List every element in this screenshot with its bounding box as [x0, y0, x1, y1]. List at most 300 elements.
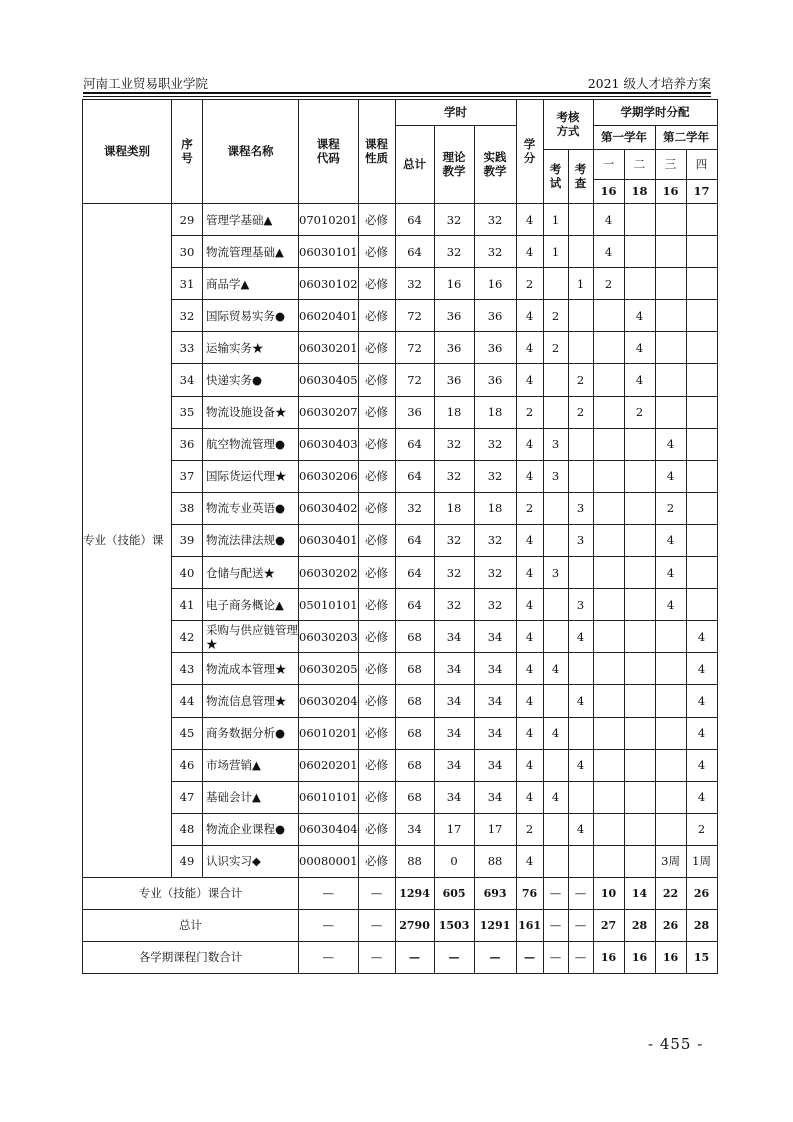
cell-credit: 4: [516, 460, 543, 492]
cell-s2: [624, 685, 655, 717]
cell-theory: 16: [434, 268, 474, 300]
cell-s2: [624, 717, 655, 749]
cell-check: [568, 332, 593, 364]
header-rule-thin: [83, 96, 711, 97]
cell-total: 68: [395, 621, 434, 653]
cell-s1: [593, 300, 624, 332]
cell-check: [568, 204, 593, 236]
cell-theory: 34: [434, 717, 474, 749]
cell-theory: 32: [434, 236, 474, 268]
cell-theory: 32: [434, 460, 474, 492]
cell-practice: 32: [474, 428, 516, 460]
cell-s3: [655, 268, 686, 300]
cell-s1: [593, 332, 624, 364]
cell-exam: 3: [543, 428, 568, 460]
h-code: 课程代码: [299, 100, 359, 204]
cell-nature: 必修: [358, 845, 395, 877]
cell-total: 64: [395, 460, 434, 492]
cell-nature: 必修: [358, 813, 395, 845]
summary-s4: 26: [686, 877, 717, 909]
table-row: [83, 717, 718, 749]
summary-s2: 28: [624, 909, 655, 941]
cell-s3: 4: [655, 428, 686, 460]
cell-credit: 4: [516, 236, 543, 268]
cell-code: 07010201: [299, 204, 359, 236]
summary-practice: —: [474, 941, 516, 973]
cell-code: 00080001: [299, 845, 359, 877]
cell-code: 06030202: [299, 557, 359, 589]
summary-nature: —: [358, 877, 395, 909]
summary-practice: 693: [474, 877, 516, 909]
cell-seq: 31: [172, 268, 203, 300]
cell-total: 32: [395, 492, 434, 524]
summary-nature: —: [358, 909, 395, 941]
cell-name: 物流成本管理★: [203, 653, 299, 685]
cell-total: 68: [395, 749, 434, 781]
cell-nature: 必修: [358, 589, 395, 621]
cell-total: 64: [395, 557, 434, 589]
cell-s2: [624, 749, 655, 781]
table-row: [83, 268, 718, 300]
cell-total: 34: [395, 813, 434, 845]
cell-seq: 39: [172, 524, 203, 556]
h-total: 总计: [395, 126, 434, 204]
cell-check: 3: [568, 589, 593, 621]
cell-s2: [624, 653, 655, 685]
cell-total: 64: [395, 204, 434, 236]
cell-credit: 4: [516, 332, 543, 364]
cell-total: 72: [395, 364, 434, 396]
cell-s1: [593, 396, 624, 428]
table-row: [83, 524, 718, 556]
cell-total: 72: [395, 300, 434, 332]
cell-check: [568, 845, 593, 877]
cell-credit: 4: [516, 717, 543, 749]
cell-theory: 18: [434, 492, 474, 524]
cell-s3: 4: [655, 460, 686, 492]
cell-s3: 4: [655, 524, 686, 556]
cell-exam: [543, 813, 568, 845]
cell-exam: 1: [543, 204, 568, 236]
summary-s2: 16: [624, 941, 655, 973]
cell-s2: [624, 621, 655, 653]
cell-nature: 必修: [358, 236, 395, 268]
summary-total: 1294: [395, 877, 434, 909]
cell-seq: 35: [172, 396, 203, 428]
cell-nature: 必修: [358, 524, 395, 556]
cell-name: 物流管理基础▲: [203, 236, 299, 268]
summary-row: [83, 877, 718, 909]
cell-check: 4: [568, 813, 593, 845]
summary-s1: 27: [593, 909, 624, 941]
cell-nature: 必修: [358, 396, 395, 428]
h-year2: 第二学年: [655, 126, 717, 150]
table-row: [83, 492, 718, 524]
h-nature: 课程性质: [358, 100, 395, 204]
course-table: [82, 99, 718, 974]
summary-exam: —: [543, 909, 568, 941]
cell-theory: 32: [434, 589, 474, 621]
cell-s3: [655, 685, 686, 717]
cell-s1: 2: [593, 268, 624, 300]
cell-nature: 必修: [358, 428, 395, 460]
page-header: [83, 72, 711, 92]
cell-seq: 49: [172, 845, 203, 877]
cell-name: 国际货运代理★: [203, 460, 299, 492]
cell-exam: [543, 524, 568, 556]
table-row: [83, 332, 718, 364]
h-weeks-1: 16: [593, 180, 624, 204]
cell-theory: 34: [434, 685, 474, 717]
cell-nature: 必修: [358, 621, 395, 653]
cell-total: 64: [395, 428, 434, 460]
h-check: 考查: [568, 150, 593, 204]
cell-practice: 88: [474, 845, 516, 877]
cell-practice: 18: [474, 492, 516, 524]
cell-practice: 34: [474, 685, 516, 717]
cell-s4: [686, 589, 717, 621]
cell-nature: 必修: [358, 332, 395, 364]
cell-practice: 36: [474, 364, 516, 396]
cell-s1: [593, 492, 624, 524]
cell-code: 06030205: [299, 653, 359, 685]
cell-seq: 47: [172, 781, 203, 813]
cell-s4: 1周: [686, 845, 717, 877]
cell-s3: [655, 621, 686, 653]
cell-s1: 4: [593, 236, 624, 268]
cell-credit: 4: [516, 589, 543, 621]
cell-total: 68: [395, 653, 434, 685]
cell-seq: 36: [172, 428, 203, 460]
cell-exam: [543, 492, 568, 524]
cell-check: 2: [568, 364, 593, 396]
cell-name: 物流法律法规●: [203, 524, 299, 556]
summary-row: [83, 909, 718, 941]
cell-seq: 37: [172, 460, 203, 492]
table-row: [83, 653, 718, 685]
cell-practice: 32: [474, 589, 516, 621]
cell-s3: [655, 300, 686, 332]
summary-s1: 10: [593, 877, 624, 909]
cell-s1: [593, 460, 624, 492]
cell-exam: [543, 268, 568, 300]
cell-exam: 4: [543, 717, 568, 749]
cell-name: 物流专业英语●: [203, 492, 299, 524]
h-sem-2: 二: [624, 150, 655, 180]
table-row: [83, 845, 718, 877]
summary-label: 总计: [83, 909, 299, 941]
summary-label: 各学期课程门数合计: [83, 941, 299, 973]
cell-s2: [624, 781, 655, 813]
h-credit: 学分: [516, 100, 543, 204]
table-row: [83, 428, 718, 460]
h-dist: 学期学时分配: [593, 100, 717, 126]
cell-name: 电子商务概论▲: [203, 589, 299, 621]
cell-nature: 必修: [358, 268, 395, 300]
cell-code: 06030201: [299, 332, 359, 364]
cell-credit: 4: [516, 428, 543, 460]
table-row: [83, 300, 718, 332]
cell-total: 36: [395, 396, 434, 428]
cell-s3: [655, 653, 686, 685]
cell-s4: [686, 428, 717, 460]
cell-name: 物流信息管理★: [203, 685, 299, 717]
h-year1: 第一学年: [593, 126, 655, 150]
table-row: [83, 204, 718, 236]
cell-theory: 36: [434, 300, 474, 332]
h-sem-4: 四: [686, 150, 717, 180]
summary-credit: —: [516, 941, 543, 973]
cell-theory: 34: [434, 781, 474, 813]
cell-total: 68: [395, 717, 434, 749]
summary-s1: 16: [593, 941, 624, 973]
cell-total: 32: [395, 268, 434, 300]
summary-practice: 1291: [474, 909, 516, 941]
summary-s4: 28: [686, 909, 717, 941]
cell-credit: 2: [516, 813, 543, 845]
cell-nature: 必修: [358, 204, 395, 236]
cell-s3: 4: [655, 557, 686, 589]
cell-name: 商务数据分析●: [203, 717, 299, 749]
cell-s4: [686, 396, 717, 428]
cell-practice: 18: [474, 396, 516, 428]
cell-s1: [593, 685, 624, 717]
table-row: [83, 781, 718, 813]
cell-seq: 38: [172, 492, 203, 524]
cell-seq: 46: [172, 749, 203, 781]
cell-exam: [543, 589, 568, 621]
cell-code: 06030204: [299, 685, 359, 717]
summary-s2: 14: [624, 877, 655, 909]
cell-s2: 4: [624, 332, 655, 364]
cell-exam: 4: [543, 653, 568, 685]
page-number: - 455 -: [648, 1035, 704, 1053]
summary-s3: 16: [655, 941, 686, 973]
cell-s1: [593, 781, 624, 813]
cell-exam: 3: [543, 557, 568, 589]
cell-credit: 2: [516, 268, 543, 300]
cell-s3: [655, 813, 686, 845]
cell-nature: 必修: [358, 717, 395, 749]
cell-total: 88: [395, 845, 434, 877]
cell-nature: 必修: [358, 781, 395, 813]
summary-credit: 76: [516, 877, 543, 909]
cell-credit: 4: [516, 653, 543, 685]
cell-s2: [624, 813, 655, 845]
cell-s1: [593, 557, 624, 589]
cell-s3: [655, 332, 686, 364]
cell-s3: [655, 749, 686, 781]
summary-s4: 15: [686, 941, 717, 973]
cell-s4: 4: [686, 781, 717, 813]
cell-code: 06030101: [299, 236, 359, 268]
cell-check: 1: [568, 268, 593, 300]
cell-code: 06030403: [299, 428, 359, 460]
header-school: 河南工业贸易职业学院: [83, 76, 209, 91]
cell-theory: 34: [434, 653, 474, 685]
cell-nature: 必修: [358, 460, 395, 492]
cell-s3: 4: [655, 589, 686, 621]
summary-nature: —: [358, 941, 395, 973]
cell-practice: 34: [474, 749, 516, 781]
cell-s2: [624, 492, 655, 524]
cell-s1: [593, 524, 624, 556]
cell-total: 64: [395, 524, 434, 556]
cell-name: 运输实务★: [203, 332, 299, 364]
cell-nature: 必修: [358, 300, 395, 332]
cell-name: 认识实习◆: [203, 845, 299, 877]
summary-check: —: [568, 909, 593, 941]
cell-s4: 2: [686, 813, 717, 845]
cell-credit: 4: [516, 364, 543, 396]
cell-s3: 2: [655, 492, 686, 524]
cell-s4: 4: [686, 749, 717, 781]
cell-total: 68: [395, 685, 434, 717]
cell-check: [568, 717, 593, 749]
cell-s2: [624, 236, 655, 268]
cell-theory: 32: [434, 557, 474, 589]
h-seq: 序号: [172, 100, 203, 204]
cell-credit: 4: [516, 685, 543, 717]
h-name: 课程名称: [203, 100, 299, 204]
cell-exam: [543, 845, 568, 877]
cell-check: 3: [568, 492, 593, 524]
cell-code: 06030102: [299, 268, 359, 300]
cell-s4: [686, 557, 717, 589]
cell-code: 06030206: [299, 460, 359, 492]
cell-check: [568, 460, 593, 492]
cell-s1: [593, 813, 624, 845]
cell-s4: 4: [686, 653, 717, 685]
cell-name: 基础会计▲: [203, 781, 299, 813]
cell-s1: [593, 621, 624, 653]
cell-s3: [655, 717, 686, 749]
cell-theory: 34: [434, 621, 474, 653]
cell-check: [568, 557, 593, 589]
summary-check: —: [568, 877, 593, 909]
header-plan: 2021 级人才培养方案: [587, 76, 711, 91]
cell-exam: 2: [543, 300, 568, 332]
summary-check: —: [568, 941, 593, 973]
cell-s3: [655, 781, 686, 813]
cell-s2: [624, 557, 655, 589]
cell-s1: [593, 364, 624, 396]
cell-check: 4: [568, 621, 593, 653]
cell-credit: 2: [516, 492, 543, 524]
h-practice: 实践教学: [474, 126, 516, 204]
cell-s4: [686, 332, 717, 364]
cell-credit: 4: [516, 749, 543, 781]
cell-name: 管理学基础▲: [203, 204, 299, 236]
cell-practice: 34: [474, 781, 516, 813]
cell-name: 商品学▲: [203, 268, 299, 300]
h-sem-1: 一: [593, 150, 624, 180]
cell-seq: 32: [172, 300, 203, 332]
cell-s1: [593, 845, 624, 877]
cell-credit: 4: [516, 557, 543, 589]
cell-check: [568, 653, 593, 685]
cell-s4: 4: [686, 621, 717, 653]
cell-s1: [593, 653, 624, 685]
h-sem-3: 三: [655, 150, 686, 180]
cell-seq: 43: [172, 653, 203, 685]
cell-s4: [686, 524, 717, 556]
cell-s4: [686, 492, 717, 524]
header-rule: [83, 92, 711, 94]
cell-total: 64: [395, 236, 434, 268]
cell-code: 06030404: [299, 813, 359, 845]
cell-exam: 3: [543, 460, 568, 492]
table-row: [83, 396, 718, 428]
cell-credit: 2: [516, 396, 543, 428]
cell-code: 06020201: [299, 749, 359, 781]
cell-nature: 必修: [358, 364, 395, 396]
cell-name: 仓储与配送★: [203, 557, 299, 589]
table-row: [83, 749, 718, 781]
cell-s3: [655, 204, 686, 236]
cell-s2: [624, 845, 655, 877]
table-row: [83, 236, 718, 268]
cell-code: 06030402: [299, 492, 359, 524]
summary-code: —: [299, 941, 359, 973]
cell-theory: 36: [434, 332, 474, 364]
cell-credit: 4: [516, 621, 543, 653]
cell-seq: 40: [172, 557, 203, 589]
cell-nature: 必修: [358, 492, 395, 524]
cell-theory: 34: [434, 749, 474, 781]
cell-theory: 32: [434, 428, 474, 460]
summary-label: 专业（技能）课合计: [83, 877, 299, 909]
cell-s2: 4: [624, 300, 655, 332]
cell-credit: 4: [516, 845, 543, 877]
cell-seq: 42: [172, 621, 203, 653]
cell-practice: 34: [474, 653, 516, 685]
table-row: [83, 460, 718, 492]
cell-name: 物流企业课程●: [203, 813, 299, 845]
cell-seq: 30: [172, 236, 203, 268]
cell-exam: [543, 621, 568, 653]
cell-seq: 48: [172, 813, 203, 845]
cell-nature: 必修: [358, 749, 395, 781]
cell-s2: [624, 428, 655, 460]
cell-s1: 4: [593, 204, 624, 236]
cell-code: 06030405: [299, 364, 359, 396]
cell-total: 64: [395, 589, 434, 621]
cell-practice: 32: [474, 204, 516, 236]
summary-exam: —: [543, 941, 568, 973]
cell-name: 市场营销▲: [203, 749, 299, 781]
cell-nature: 必修: [358, 653, 395, 685]
summary-total: 2790: [395, 909, 434, 941]
cell-credit: 4: [516, 781, 543, 813]
cell-s2: 2: [624, 396, 655, 428]
cell-theory: 17: [434, 813, 474, 845]
cell-seq: 45: [172, 717, 203, 749]
h-theory: 理论教学: [434, 126, 474, 204]
table-row: [83, 589, 718, 621]
cell-practice: 32: [474, 524, 516, 556]
cell-practice: 34: [474, 717, 516, 749]
cell-code: 06010101: [299, 781, 359, 813]
h-weeks-4: 17: [686, 180, 717, 204]
cell-s4: [686, 236, 717, 268]
table-row: [83, 685, 718, 717]
summary-theory: 1503: [434, 909, 474, 941]
cell-check: 4: [568, 749, 593, 781]
cell-seq: 41: [172, 589, 203, 621]
summary-theory: 605: [434, 877, 474, 909]
table-row: [83, 364, 718, 396]
